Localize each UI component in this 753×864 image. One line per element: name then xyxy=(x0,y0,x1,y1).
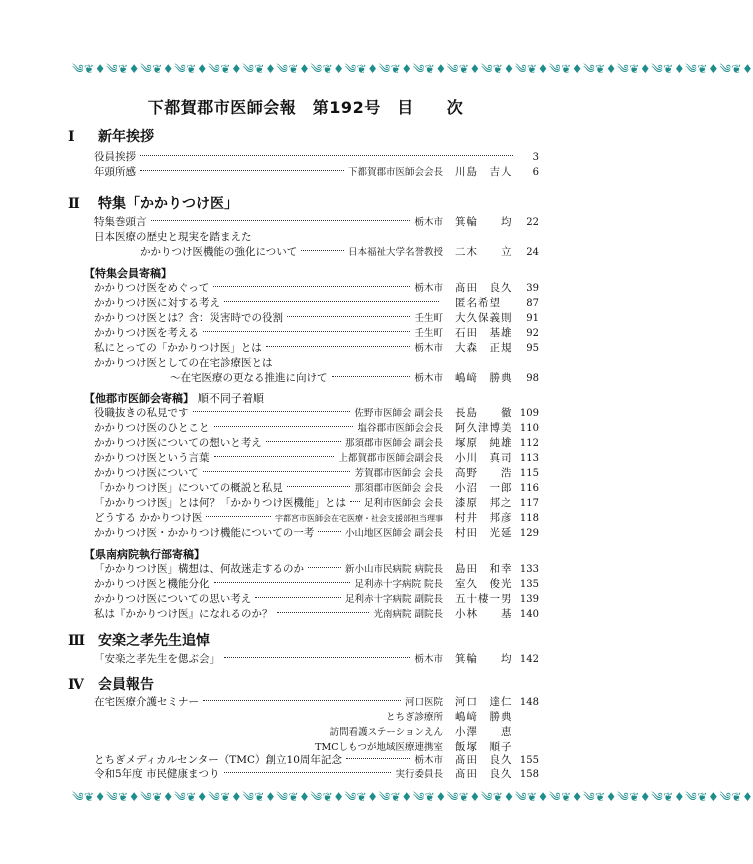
toc-entry[interactable]: かかりつけ医機能の強化について 日本福祉大学名誉教授 二木 立 24 xyxy=(140,246,539,258)
toc-entry[interactable]: TMCしもつが地域医療連携室 飯塚 順子 xyxy=(315,741,513,753)
top-ornament-border: ༄❦♦༄❦♦༄❦♦༄❦♦༄❦♦༄❦♦༄❦♦༄❦♦༄❦♦༄❦♦༄❦♦༄❦♦༄❦♦༄❦♦༄❦♦༄❦♦༄❦♦༄❦♦༄❦♦༄❦♦ xyxy=(72,62,753,76)
subheading-other-cities: 【他郡市医師会寄稿】 順不同子着順 xyxy=(84,392,264,405)
section-heading-2 xyxy=(68,193,238,213)
section-number: Ⅲ xyxy=(68,633,86,649)
section-number: Ⅰ xyxy=(68,129,75,145)
subheading-members: 【特集会員寄稿】 xyxy=(84,267,172,280)
toc-entry[interactable]: かかりつけ医と機能分化 足利赤十字病院 院長 室久 俊光 135 xyxy=(94,578,539,590)
toc-entry[interactable]: 「かかりつけ医」についての概説と私見 那須郡市医師会 会長 小沼 一郎 116 xyxy=(94,482,539,494)
toc-entry[interactable]: かかりつけ医をめぐって 栃木市 髙田 良久 39 xyxy=(94,282,539,294)
page-title: 下都賀郡市医師会報 第192号 目 次 xyxy=(147,98,464,117)
section-heading-1 xyxy=(68,126,154,146)
toc-entry[interactable]: 年頭所感 下都賀郡市医師会会長 川島 吉人 6 xyxy=(94,166,539,178)
toc-entry[interactable]: 在宅医療介護セミナー 河口医院 河口 達仁 148 xyxy=(94,696,539,708)
toc-entry[interactable]: かかりつけ医に対する考え 匿名希望 87 xyxy=(94,297,539,309)
toc-entry[interactable]: 「かかりつけ医」構想は、何故迷走するのか 新小山市民病院 病院長 島田 和幸 133 xyxy=(94,563,539,575)
toc-entry[interactable]: かかりつけ医についての思い考え 足利赤十字病院 副院長 五十棲一男 139 xyxy=(94,593,539,605)
toc-entry[interactable]: とちぎメディカルセンター（TMC）創立10周年記念 栃木市 髙田 良久 155 xyxy=(94,754,539,766)
toc-entry[interactable]: かかりつけ医という言葉 上都賀郡市医師会副会長 小川 真司 113 xyxy=(94,452,539,464)
toc-entry[interactable]: かかりつけ医について 芳賀郡市医師会 会長 高野 浩 115 xyxy=(94,467,539,479)
section-heading-4 xyxy=(68,674,154,694)
section-title: 会員報告 xyxy=(98,677,154,693)
toc-entry[interactable]: 特集巻頭言 栃木市 箕輪 均 22 xyxy=(94,216,539,228)
toc-entry[interactable]: 私は『かかりつけ医』になれるのか？ 光南病院 副院長 小林 基 140 xyxy=(94,608,539,620)
toc-entry[interactable]: かかりつけ医とは？含：災害時での役割 壬生町 大久保義則 91 xyxy=(94,312,539,324)
toc-entry[interactable]: とちぎ診療所 嶋﨑 勝典 xyxy=(385,711,513,723)
toc-entry[interactable]: かかりつけ医についての想いと考え 那須郡市医師会 副会長 塚原 純雄 112 xyxy=(94,437,539,449)
subheading-note: 順不同子着順 xyxy=(197,392,264,405)
toc-entry[interactable]: かかりつけ医のひとこと 塩谷郡市医師会会長 阿久津博美 110 xyxy=(94,422,539,434)
bottom-ornament-border: ༄❦♦༄❦♦༄❦♦༄❦♦༄❦♦༄❦♦༄❦♦༄❦♦༄❦♦༄❦♦༄❦♦༄❦♦༄❦♦༄❦♦༄❦♦༄❦♦༄❦♦༄❦♦༄❦♦༄❦♦ xyxy=(72,790,753,804)
toc-entry[interactable]: 訪問看護ステーションえん 小澤 恵 xyxy=(329,726,513,738)
toc-entry[interactable]: 「かかりつけ医」とは何？「かかりつけ医機能」とは 足利市医師会 会長 漆原 邦之 117 xyxy=(94,497,539,509)
section-title: 特集「かかりつけ医」 xyxy=(98,196,238,212)
section-number: Ⅱ xyxy=(68,196,80,212)
toc-entry[interactable]: どうする かかりつけ医 宇都宮市医師会在宅医療・社会支援部担当理事 村井 邦彦 118 xyxy=(94,512,539,524)
section-title: 新年挨拶 xyxy=(98,129,154,145)
toc-entry[interactable]: 役職抜きの私見です 佐野市医師会 副会長 長島 徹 109 xyxy=(94,407,539,419)
section-number: Ⅳ xyxy=(68,677,84,693)
section-title: 安楽之孝先生追悼 xyxy=(98,633,210,649)
toc-entry[interactable]: かかりつけ医を考える 壬生町 石田 基雄 92 xyxy=(94,327,539,339)
toc-entry[interactable]: 令和5年度 市民健康まつり 実行委員長 髙田 良久 158 xyxy=(94,768,539,780)
subheading-hospitals: 【県南病院執行部寄稿】 xyxy=(84,548,205,561)
toc-entry-line: 日本医療の歴史と現実を踏まえた xyxy=(94,231,252,243)
toc-entry-line: かかりつけ医としての在宅診療医とは xyxy=(94,357,273,369)
toc-entry[interactable]: 私にとっての「かかりつけ医」とは 栃木市 大森 正規 95 xyxy=(94,342,539,354)
toc-entry[interactable]: ～在宅医療の更なる推進に向けて 栃木市 嶋﨑 勝典 98 xyxy=(170,372,539,384)
toc-entry[interactable]: かかりつけ医・かかりつけ機能についての一考 小山地区医師会 副会長 村田 光延 129 xyxy=(94,527,539,539)
toc-entry[interactable]: 役員挨拶 3 xyxy=(94,151,539,163)
section-heading-3 xyxy=(68,630,210,650)
toc-entry[interactable]: 「安楽之孝先生を偲ぶ会」 栃木市 箕輪 均 142 xyxy=(94,653,539,665)
